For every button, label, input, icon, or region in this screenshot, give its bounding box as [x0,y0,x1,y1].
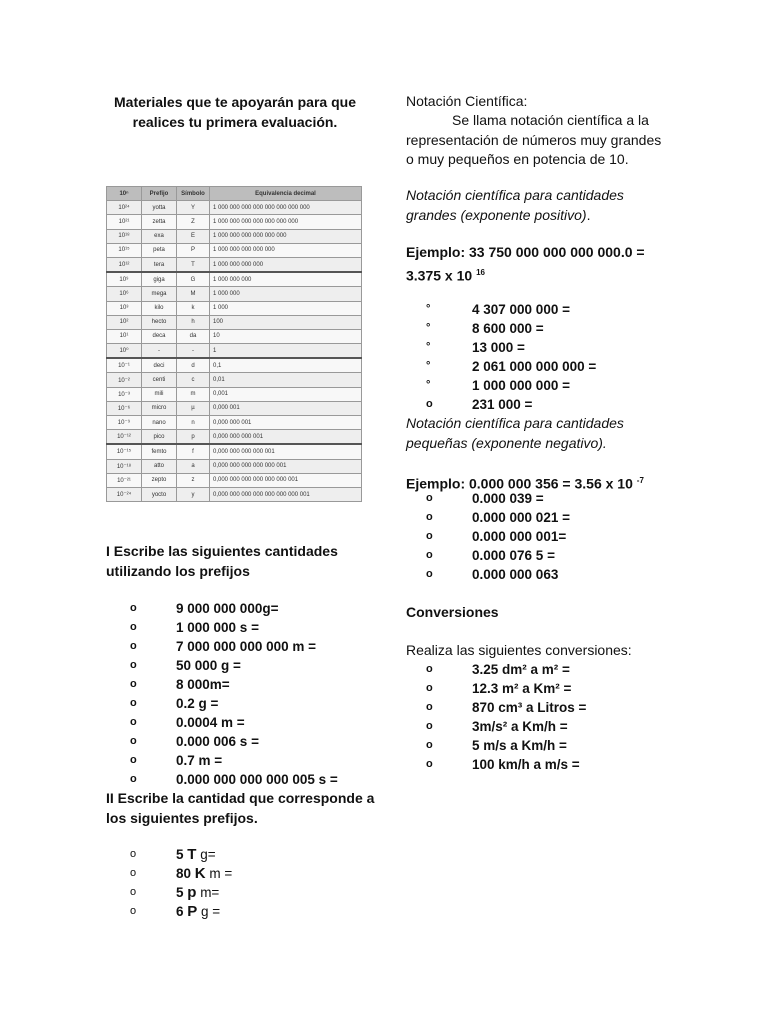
definition-line1: Se llama notación científica a la [452,112,649,128]
bullet-marker: o [426,492,433,504]
table-cell-prefix: yotta [142,201,177,215]
table-cell-equivalence: 1 [210,344,362,359]
large-exercise-item [426,319,726,338]
bullet-marker: o [130,678,137,690]
example1 [406,243,736,286]
table-cell-power: 10³ [107,301,142,315]
list-item-text: 13 000 = [472,340,525,355]
table-cell-power: 10⁻³ [107,387,142,401]
table-cell-symbol: - [177,344,210,359]
table-cell-power: 10¹² [107,257,142,272]
table-cell-prefix: giga [142,272,177,287]
table-cell-prefix: femto [142,444,177,459]
item-number: 6 [176,904,188,919]
table-cell-equivalence: 0,000 000 000 001 [210,430,362,445]
header-symbol: Símbolo [177,187,210,201]
section1-item [130,770,370,789]
table-cell-prefix: zepto [142,473,177,487]
section2-heading-line2: los siguientes prefijos. [106,810,258,826]
table-cell-prefix: mega [142,287,177,301]
table-cell-power: 10⁻¹⁸ [107,459,142,473]
table-cell-symbol: µ [177,401,210,415]
conversions-intro: Realiza las siguientes conversiones: [406,642,632,658]
list-item-text: 9 000 000 000g= [176,601,279,616]
bullet-marker: ° [426,322,431,334]
example2-base: Ejemplo: 0.000 000 356 = 3.56 x 10 [406,475,637,492]
table-cell-equivalence: 0,01 [210,373,362,387]
table-cell-symbol: Z [177,215,210,229]
large-notation-title [406,186,736,225]
conversions-list [426,660,726,774]
large-exercise-item [426,338,726,357]
small-exercise-item [426,527,726,546]
table-row [107,459,362,473]
section1-item [130,694,370,713]
table-cell-symbol: m [177,387,210,401]
section1-list [130,599,370,789]
list-item-text: 100 km/h a m/s = [472,757,580,772]
table-row [107,344,362,359]
table-header-row [107,187,362,201]
table-cell-symbol: d [177,358,210,373]
list-item-text [176,902,220,921]
item-unit: g = [197,904,221,919]
item-unit: m= [196,885,220,900]
bullet-marker: ° [426,379,431,391]
section2-item [130,883,370,902]
table-row [107,358,362,373]
section1-item [130,713,370,732]
table-cell-equivalence: 0,000 000 000 000 000 000 001 [210,473,362,487]
large-exercise-list [426,300,726,414]
list-item-text: 870 cm³ a Litros = [472,700,587,715]
list-item-text: 0.000 039 = [472,491,544,506]
list-item-text [176,864,232,883]
header-equivalence: Equivalencia decimal [210,187,362,201]
table-cell-equivalence: 1 000 000 000 000 000 [210,243,362,257]
section1-heading-line1: I Escribe las siguientes cantidades [106,543,338,559]
header-prefix: Prefijo [142,187,177,201]
list-item-text: 12.3 m² a Km² = [472,681,572,696]
example1-line1: Ejemplo: 33 750 000 000 000 000.0 = [406,244,645,260]
large-title-period: . [586,206,591,223]
table-cell-power: 10⁻¹² [107,430,142,445]
table-cell-prefix: peta [142,243,177,257]
table-cell-symbol: h [177,315,210,329]
bullet-marker: o [130,659,137,671]
table-row [107,430,362,445]
bullet-marker: o [130,716,137,728]
bullet-marker: o [426,549,433,561]
table-row [107,243,362,257]
list-item-text: 0.000 000 001= [472,529,567,544]
table-cell-prefix: centi [142,373,177,387]
table-cell-prefix: pico [142,430,177,445]
table-cell-prefix: zetta [142,215,177,229]
list-item-text: 0.7 m = [176,753,223,768]
section2-heading-line1: II Escribe la cantidad que corresponde a [106,790,375,806]
table-cell-prefix: kilo [142,301,177,315]
table-cell-equivalence: 1 000 000 000 000 000 000 [210,229,362,243]
table-cell-symbol: a [177,459,210,473]
table-cell-power: 10²¹ [107,215,142,229]
large-exercise-item [426,300,726,319]
item-prefix: T [187,846,197,863]
section1-item [130,618,370,637]
bullet-marker: o [130,848,137,860]
example1-base: 3.375 x 10 [406,267,477,284]
small-exercise-item [426,489,726,508]
list-item-text: 0.000 006 s = [176,734,259,749]
table-row [107,401,362,415]
bullet-marker: o [426,739,433,751]
list-item-text: 3.25 dm² a m² = [472,662,570,677]
table-row [107,201,362,215]
bullet-marker: o [426,758,433,770]
table-cell-equivalence: 0,000 000 001 [210,416,362,430]
list-item-text: 8 000m= [176,677,230,692]
list-item-text [176,845,216,864]
section2-list [130,845,370,921]
list-item-text: 1 000 000 s = [176,620,259,635]
table-cell-equivalence: 10 [210,329,362,343]
list-item-text: 231 000 = [472,397,533,412]
bullet-marker: o [130,735,137,747]
header-power: 10ⁿ [107,187,142,201]
table-cell-equivalence: 0,000 001 [210,401,362,415]
table-row [107,257,362,272]
conversions-heading: Conversiones [406,604,499,620]
notation-heading: Notación Científica: [406,93,528,109]
bullet-marker: o [130,867,137,879]
table-cell-equivalence: 1 000 000 000 000 [210,257,362,272]
table-cell-equivalence: 1 000 000 000 [210,272,362,287]
table-row [107,315,362,329]
list-item-text: 0.000 076 5 = [472,548,555,563]
table-cell-symbol: T [177,257,210,272]
section2-item [130,864,370,883]
list-item-text: 1 000 000 000 = [472,378,570,393]
table-cell-symbol: G [177,272,210,287]
bullet-marker: o [130,754,137,766]
table-cell-symbol: P [177,243,210,257]
table-cell-symbol: M [177,287,210,301]
bullet-marker: ° [426,303,431,315]
list-item-text: 7 000 000 000 000 m = [176,639,316,654]
table-cell-prefix: micro [142,401,177,415]
bullet-marker: o [426,701,433,713]
table-cell-power: 10⁻² [107,373,142,387]
small-exercise-item [426,508,726,527]
table-cell-power: 10⁰ [107,344,142,359]
table-row [107,329,362,343]
table-cell-equivalence: 0,000 000 000 000 000 000 000 001 [210,487,362,501]
conversion-item [426,736,726,755]
definition-line2: representación de números muy grandes [406,131,662,148]
conversion-item [426,660,726,679]
small-title-line1: Notación científica para cantidades [406,415,624,431]
bullet-marker: o [426,720,433,732]
bullet-marker: o [426,530,433,542]
bullet-marker: o [130,886,137,898]
item-prefix: p [187,884,197,901]
section1-heading [106,541,338,581]
table-cell-symbol: z [177,473,210,487]
bullet-marker: o [426,663,433,675]
bullet-marker: o [130,905,137,917]
section1-item [130,675,370,694]
table-cell-symbol: da [177,329,210,343]
table-cell-power: 10⁻⁹ [107,416,142,430]
bullet-marker: o [130,640,137,652]
table-cell-symbol: E [177,229,210,243]
table-cell-symbol: k [177,301,210,315]
small-title-line2: pequeñas (exponente negativo). [406,434,607,451]
item-number: 80 [176,866,195,881]
table-cell-prefix: mili [142,387,177,401]
item-unit: g= [196,847,216,862]
item-number: 5 [176,847,188,862]
item-prefix: K [194,865,206,882]
large-exercise-item [426,395,726,414]
table-row [107,473,362,487]
notation-definition [406,111,736,170]
list-item-text: 3m/s² a Km/h = [472,719,568,734]
si-prefix-table [106,186,362,502]
table-cell-symbol: y [177,487,210,501]
table-cell-power: 10⁻¹ [107,358,142,373]
list-item-text: 4 307 000 000 = [472,302,570,317]
table-cell-prefix: nano [142,416,177,430]
conversion-item [426,717,726,736]
small-exercise-item [426,546,726,565]
list-item-text: 50 000 g = [176,658,241,673]
item-number: 5 [176,885,188,900]
small-exercise-item [426,565,726,584]
list-item-text: 0.000 000 021 = [472,510,570,525]
small-exercise-list [426,489,726,584]
table-cell-prefix: deci [142,358,177,373]
item-prefix: P [187,903,198,920]
section1-item [130,732,370,751]
list-item-text: 0.000 000 063 [472,567,559,582]
table-cell-power: 10⁻⁶ [107,401,142,415]
table-cell-equivalence: 100 [210,315,362,329]
table-cell-equivalence: 0,001 [210,387,362,401]
conversion-item [426,698,726,717]
bullet-marker: o [426,511,433,523]
example2-exponent: -7 [636,476,644,485]
section2-item [130,902,370,921]
bullet-marker: o [130,697,137,709]
table-cell-power: 10¹⁵ [107,243,142,257]
bullet-marker: ° [426,360,431,372]
large-title-line2: grandes (exponente positivo) [406,206,587,223]
list-item-text: 0.0004 m = [176,715,245,730]
section2-item [130,845,370,864]
conversion-item [426,755,726,774]
table-cell-equivalence: 1 000 000 [210,287,362,301]
table-cell-power: 10¹ [107,329,142,343]
table-cell-equivalence: 0,000 000 000 000 000 001 [210,459,362,473]
table-cell-symbol: c [177,373,210,387]
left-title-line1: Materiales que te apoyarán para que [114,94,356,110]
bullet-marker: o [426,568,433,580]
table-cell-symbol: f [177,444,210,459]
bullet-marker: o [130,621,137,633]
left-title [110,92,360,132]
conversion-item [426,679,726,698]
list-item-text: 0.000 000 000 000 005 s = [176,772,338,787]
section1-item [130,637,370,656]
section1-item [130,599,370,618]
section2-heading [106,788,374,828]
example1-exponent: 16 [476,267,485,277]
table-cell-prefix: deca [142,329,177,343]
table-cell-equivalence: 1 000 000 000 000 000 000 000 [210,215,362,229]
table-cell-power: 10⁻¹⁵ [107,444,142,459]
table-cell-prefix: atto [142,459,177,473]
table-cell-symbol: n [177,416,210,430]
table-cell-power: 10⁶ [107,287,142,301]
list-item-text: 8 600 000 = [472,321,544,336]
table-row [107,387,362,401]
section1-heading-line2: utilizando los prefijos [106,563,250,579]
table-cell-prefix: exa [142,229,177,243]
bullet-marker: o [426,398,433,410]
bullet-marker: ° [426,341,431,353]
table-row [107,215,362,229]
table-cell-symbol: Y [177,201,210,215]
left-title-line2: realices tu primera evaluación. [132,114,338,130]
table-cell-equivalence: 1 000 000 000 000 000 000 000 000 [210,201,362,215]
table-cell-power: 10⁹ [107,272,142,287]
table-cell-equivalence: 0,000 000 000 000 001 [210,444,362,459]
table-cell-equivalence: 0,1 [210,358,362,373]
list-item-text [176,883,219,902]
bullet-marker: o [130,773,137,785]
small-notation-title [406,414,736,453]
table-cell-power: 10¹⁸ [107,229,142,243]
table-cell-power: 10² [107,315,142,329]
table-row [107,444,362,459]
table-cell-prefix: - [142,344,177,359]
table-cell-power: 10⁻²¹ [107,473,142,487]
table-cell-equivalence: 1 000 [210,301,362,315]
table-cell-prefix: yocto [142,487,177,501]
list-item-text: 2 061 000 000 000 = [472,359,597,374]
table-row [107,373,362,387]
table-row [107,287,362,301]
list-item-text: 5 m/s a Km/h = [472,738,567,753]
table-row [107,487,362,501]
table-cell-power: 10²⁴ [107,201,142,215]
section1-item [130,656,370,675]
table-row [107,229,362,243]
list-item-text: 0.2 g = [176,696,219,711]
table-row [107,416,362,430]
large-exercise-item [426,376,726,395]
item-unit: m = [205,866,233,881]
large-exercise-item [426,357,726,376]
table-row [107,301,362,315]
table-row [107,272,362,287]
table-cell-prefix: hecto [142,315,177,329]
bullet-marker: o [426,682,433,694]
table-cell-symbol: p [177,430,210,445]
definition-line3: o muy pequeños en potencia de 10. [406,151,629,167]
table-cell-prefix: tera [142,257,177,272]
bullet-marker: o [130,602,137,614]
section1-item [130,751,370,770]
table-cell-power: 10⁻²⁴ [107,487,142,501]
large-title-line1: Notación científica para cantidades [406,187,624,203]
